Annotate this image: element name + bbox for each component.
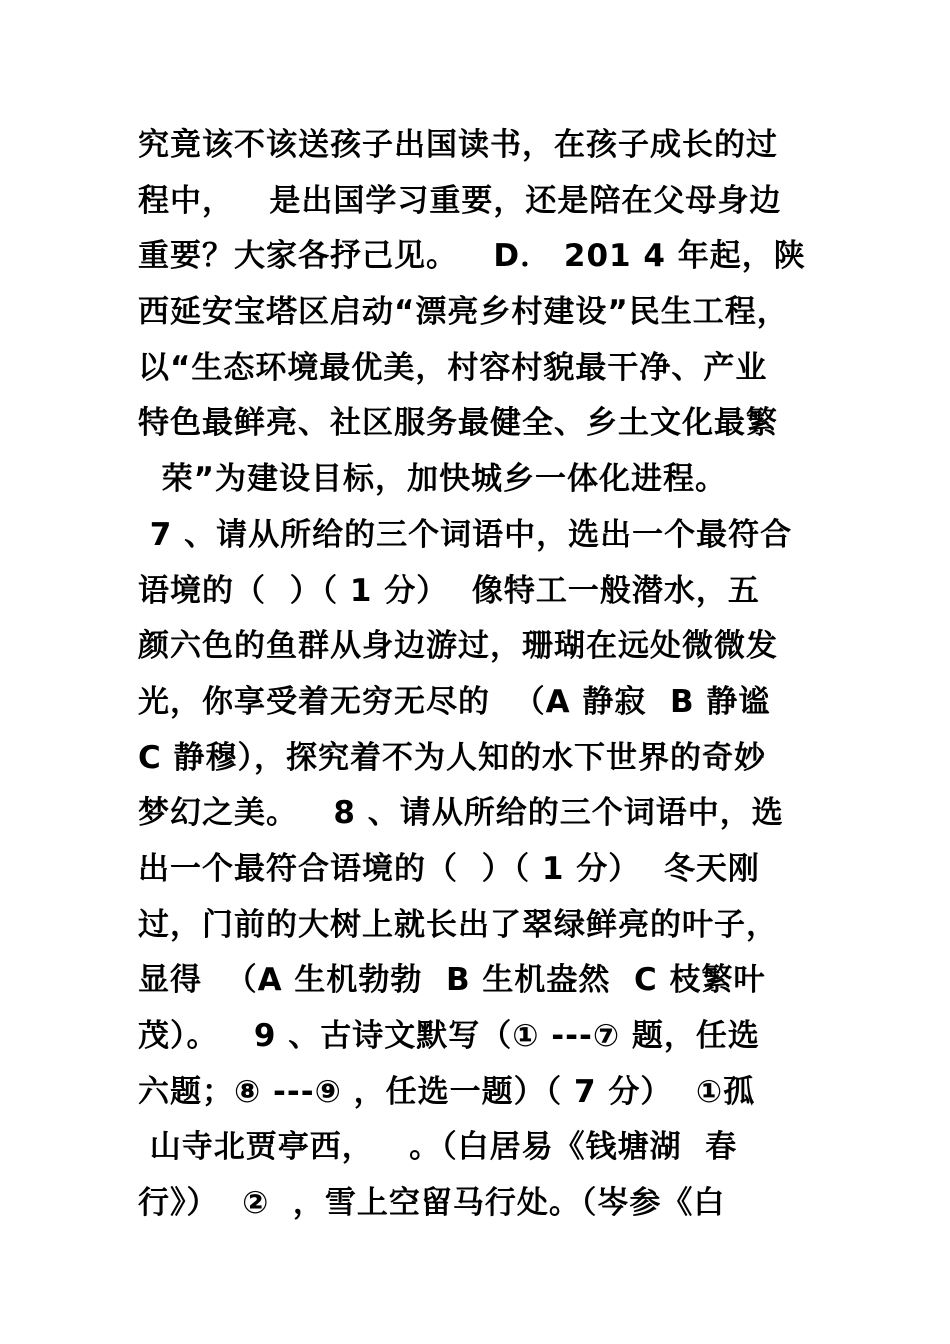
text-line: 山寺北贾亭西， 。（白居易《钱塘湖 春 [138, 1129, 738, 1166]
text-line: 茂）。 9 、古诗文默写（① ---⑦ 题，任选 [138, 1018, 760, 1054]
text-line: 程中， 是出国学习重要，还是陪在父母身边 [138, 182, 782, 219]
text-line: C 静穆），探究着不为人知的水下世界的奇妙 [138, 739, 767, 776]
text-line: 语境的（ ）（ 1 分） 像特工一般潜水，五 [138, 572, 760, 609]
text-line: 重要？大家各抒己见。 D． 201 4 年起，陕 [138, 238, 806, 275]
text-line: 以“生态环境最优美，村容村貌最干净、产业 [138, 349, 768, 386]
text-line: 西延安宝塔区启动“漂亮乡村建设”民生工程， [138, 294, 789, 331]
text-line: 荣”为建设目标，加快城乡一体化进程。 [138, 461, 727, 498]
text-line: 颜六色的鱼群从身边游过，珊瑚在远处微微发 [138, 628, 778, 665]
text-line: 特色最鲜亮、社区服务最健全、乡土文化最繁 [138, 405, 778, 442]
text-line: 六题；⑧ ---⑨ ，任选一题）（ 7 分） ①孤 [138, 1073, 756, 1110]
document-text [138, 118, 838, 1232]
text-line: 显得 （A 生机勃勃 B 生机盎然 C 枝繁叶 [138, 962, 766, 999]
text-line: 行》） ② ，雪上空留马行处。（岑参《白 [138, 1185, 726, 1222]
text-line: 光，你享受着无穷无尽的 （A 静寂 B 静谧 [138, 683, 771, 720]
text-line: 究竟该不该送孩子出国读书，在孩子成长的过 [138, 127, 778, 163]
text-line: 出一个最符合语境的（ ）（ 1 分） 冬天刚 [138, 850, 760, 887]
text-line: 7 、请从所给的三个词语中，选出一个最符合 [138, 516, 793, 553]
text-line: 梦幻之美。 8 、请从所给的三个词语中，选 [138, 795, 784, 832]
text-line: 过，门前的大树上就长出了翠绿鲜亮的叶子， [138, 906, 778, 943]
